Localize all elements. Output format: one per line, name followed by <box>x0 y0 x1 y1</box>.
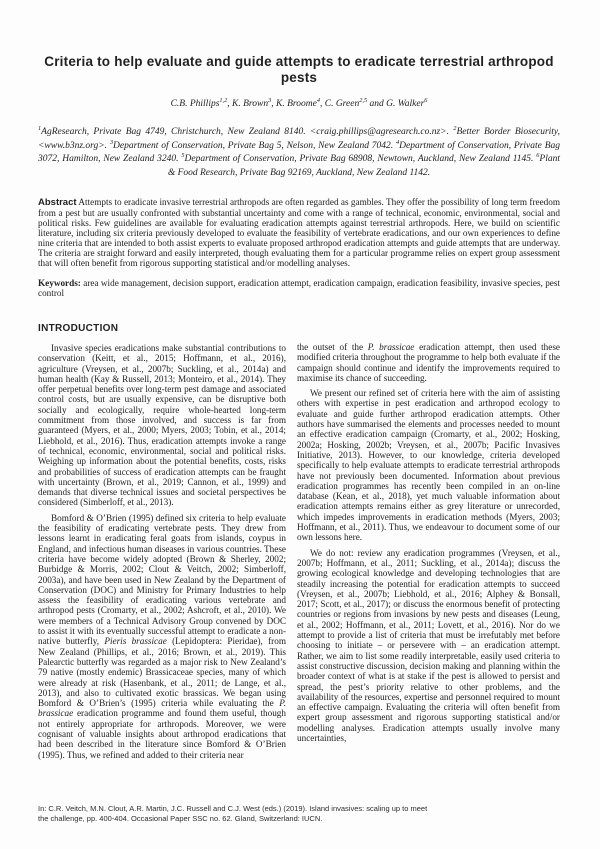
keywords-label: Keywords: <box>38 278 81 288</box>
paragraph: the outset of the P. brassicae eradication attempt, then used these modified criteria throughout the programme to help both evaluate if the campaign should continue and identify the improvements required to maximise its chance of succeeding. <box>297 342 560 383</box>
page-title: Criteria to help evaluate and guide attempts to eradicate terrestrial arthropod pests <box>44 54 554 85</box>
keywords-text: area wide management, decision support, eradication attempt, eradication campaign, eradication feasibility, invasive species, pest control <box>38 278 560 298</box>
paragraph: We present our refined set of criteria here with the aim of assisting others with expertise in pest eradication and arthropod ecology to evaluate and guide further arthropod eradication attempts. Other authors have summarised the elements and processes needed to mount an effective eradication campaign (Cromarty, et al., 2002; Hosking, 2002a; Hosking, 2002b; Vreysen, et al., 2007b; Pacific Invasives Initiative, 2013). However, to our knowledge, criteria developed specifically to help evaluate attempts to eradicate terrestrial arthropods have not previously been documented. Information about previous eradication programmes has recently been compiled in an on-line database (Kean, et al., 2018), yet much valuable information about eradication attempts remains either as grey literature or unrecorded, which impedes improvements in eradication methods (Myers, 2003; Hoffmann, et al., 2011). Thus, we endeavour to document some of our own lessons here. <box>297 388 560 543</box>
affiliations: $^1$AgResearch, Private Bag 4749, Christchurch, New Zealand 8140. <craig.phillips@agresearch.co.nz>. $^2$Better Border Biosecurity, <www.b3nz.org>. $^3$Department of Conservation, Private Bag 5, Nelson, New Zealand 7042. $^4$Department of Conservation, Private Bag 3072, Hamilton, New Zealand 3240. $^5$Department of Conservation, Private Bag 68908, Newtown, Auckland, New Zealand 1145. $^6$Plant & Food Research, Private Bag 92169, Auckland, New Zealand 1142. <box>38 124 560 178</box>
paragraph: Invasive species eradications make substantial contributions to conservation (Keitt, et al., 2015; Hoffmann, et al., 2016), agriculture (Vreysen, et al., 2007b; Suckling, et al., 2014a) and human health (Kay & Russell, 2013; Monteiro, et al., 2014). They offer perpetual benefits over long-term pest damage and associated control costs, but are usually expensive, can be disruptive both socially and ecologically, require whole-hearted long-term commitment from those involved, and success is far from guaranteed (Myers, et al., 2000; Myers, 2003; Tobin, et al., 2014; Liebhold, et al., 2016). Thus, eradication attempts invoke a range of technical, economic, environmental, social and political risks. Weighing up information about the potential benefits, costs, risks and probabilities of success of eradication attempts can be fraught with uncertainty (Brown, et al., 2019; Cannon, et al., 1999) and demands that diverse technical issues and societal perspectives be considered (Simberloff, et al., 2013). <box>38 343 286 508</box>
intro-left-column <box>38 323 286 765</box>
abstract-paragraph <box>38 197 560 268</box>
authors-line: C.B. Phillips$^{1,2}$, K. Brown$^3$, K. Broome$^4$, C. Green$^{2,5}$ and G. Walker$^6$ <box>170 96 428 109</box>
intro-right-column <box>297 323 560 765</box>
keywords-paragraph <box>38 278 560 298</box>
abstract-text: Attempts to eradicate invasive terrestrial arthropods are often regarded as gambles. They offer the possibility of long term freedom from a pest but are usually confronted with substantial uncertainty and come with a range of technical, economic, environmental, social and political risks. Few guidelines are available for evaluating eradication attempts against terrestrial arthropods. Here, we build on scientific literature, including six criteria previously developed to evaluate the feasibility of vertebrate eradications, and our own experiences to define nine criteria that are intended to both assist experts to evaluate proposed arthropod eradication attempts and guide attempts that are underway. The criteria are straight forward and easily interpreted, though evaluating them for a particular programme relies on expert group assessment that will often benefit from rigorous supporting statistical and/or modelling analyses. <box>38 197 560 268</box>
footer-citation: In: C.R. Veitch, M.N. Clout, A.R. Martin, J.C. Russell and C.J. West (eds.) (2019). Island invasives: scaling up to meet the challenge, pp. 400-404. Occasional Paper SSC no. 62. Gland, Switzerland: IUCN. <box>38 804 428 823</box>
introduction-heading: INTRODUCTION <box>38 323 119 334</box>
abstract-label: Abstract <box>38 197 77 208</box>
body-columns <box>38 323 560 765</box>
paragraph: We do not: review any eradication programmes (Vreysen, et al., 2007b; Hoffmann, et al., 2011; Suckling, et al., 2014a); discuss the growing ecological knowledge and developing technologies that are steadily increasing the potential for eradication attempts to succeed (Vreysen, et al., 2007b; Liebhold, et al., 2016; Alphey & Bonsall, 2017; Scott, et al., 2017); or discuss the enormous benefit of protecting countries or regions from invasions by new pests and diseases (Leung, et al., 2002; Hoffmann, et al., 2011; Lovett, et al., 2016). Nor do we attempt to provide a list of criteria that must be irrefutably met before choosing to initiate – or persevere with – an eradication attempt. Rather, we aim to list some readily interpretable, easily used criteria to assist constructive discussion, decision making and planning within the broader context of what is at stake if the pest is allowed to persist and spread, the pest’s priority relative to other problems, and the availability of the resources, expertise and personnel required to mount an effective campaign. Evaluating the criteria will often benefit from expert group assessment and rigorous supporting statistical and/or modelling analyses. Eradication attempts usually involve many uncertainties, <box>297 547 560 743</box>
paragraph: Bomford & O’Brien (1995) defined six criteria to help evaluate the feasibility of eradicating vertebrate pests. They drew from lessons learnt in eradicating feral goats from islands, coypus in England, and infectious human diseases in various countries. These criteria have become widely adopted (Brown & Sherley, 2002; Burbidge & Morris, 2002; Clout & Veitch, 2002; Simberloff, 2003a), and have been used in New Zealand by the Department of Conservation (DOC) and Ministry for Primary Industries to help assess the feasibility of eradicating various vertebrate and arthropod pests (Cromarty, et al., 2002; Ashcroft, et al., 2010). We were members of a Technical Advisory Group convened by DOC to assist it with its eventually successful attempt to eradicate a non-native butterfly, Pieris brassicae (Lepidoptera: Pieridae), from New Zealand (Phillips, et al., 2016; Brown, et al., 2019). This Palearctic butterfly was regarded as a major risk to New Zealand’s 79 native (mostly endemic) Brassicaceae species, many of which were already at risk (Hasenbank, et al., 2011; de Lange, et al., 2013), and also to cultivated exotic brassicas. We began using Bomford & O’Brien’s (1995) criteria while evaluating the P. brassicae eradication programme and found them useful, though not entirely appropriate for arthropods. Moreover, we were cognisant of valuable insights about arthropod eradications that had been described in the literature since Bomford & O’Brien (1995). Thus, we refined and added to their criteria near <box>38 512 286 760</box>
